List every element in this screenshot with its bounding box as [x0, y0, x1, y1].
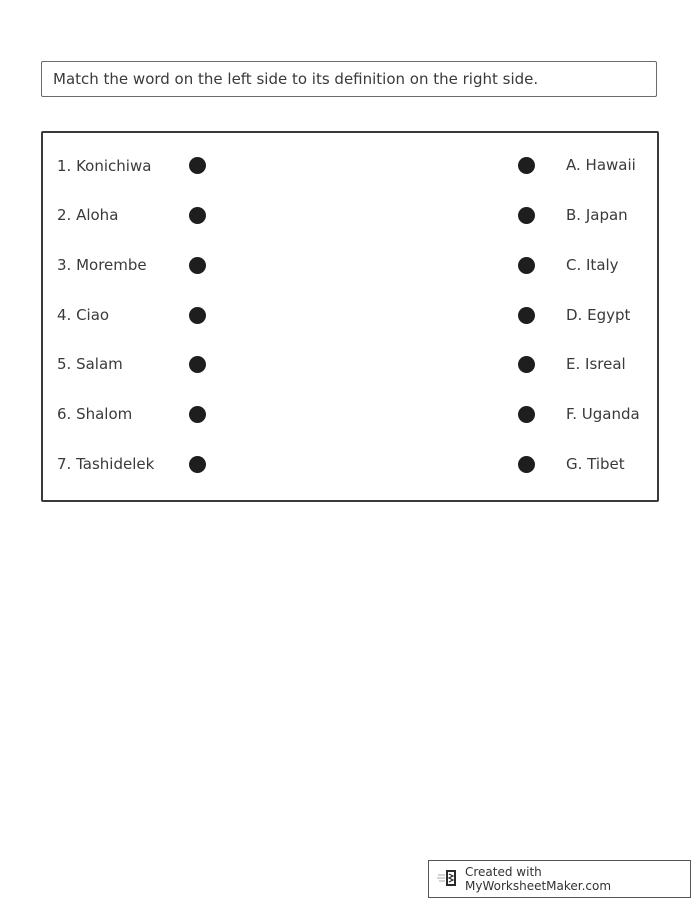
left-match-dot[interactable]: [189, 406, 206, 423]
matching-exercise-box: [41, 131, 659, 502]
left-item-label: 1. Konichiwa: [57, 157, 152, 175]
footer-credit[interactable]: [428, 860, 691, 898]
instructions-box: [41, 61, 657, 97]
left-item-label: 2. Aloha: [57, 206, 119, 224]
left-item-label: 3. Morembe: [57, 256, 147, 274]
right-match-dot[interactable]: [518, 307, 535, 324]
left-item-label: 6. Shalom: [57, 405, 133, 423]
right-item-label: A. Hawaii: [566, 156, 636, 174]
right-item-label: D. Egypt: [566, 306, 631, 324]
left-match-dot[interactable]: [189, 257, 206, 274]
left-match-dot[interactable]: [189, 456, 206, 473]
right-match-dot[interactable]: [518, 456, 535, 473]
footer-text: Created with MyWorksheetMaker.com: [465, 865, 612, 893]
right-item-label: B. Japan: [566, 206, 628, 224]
left-match-dot[interactable]: [189, 157, 206, 174]
left-match-dot[interactable]: [189, 356, 206, 373]
right-item-label: F. Uganda: [566, 405, 640, 423]
left-item-label: 4. Ciao: [57, 306, 110, 324]
left-match-dot[interactable]: [189, 307, 206, 324]
right-match-dot[interactable]: [518, 356, 535, 373]
right-match-dot[interactable]: [518, 257, 535, 274]
right-item-label: G. Tibet: [566, 455, 625, 473]
left-item-label: 5. Salam: [57, 355, 123, 373]
worksheet-maker-logo-icon: [437, 868, 465, 891]
left-item-label: 7. Tashidelek: [57, 455, 155, 473]
right-item-label: E. Isreal: [566, 355, 626, 373]
right-match-dot[interactable]: [518, 207, 535, 224]
right-match-dot[interactable]: [518, 157, 535, 174]
right-match-dot[interactable]: [518, 406, 535, 423]
right-item-label: C. Italy: [566, 256, 619, 274]
left-match-dot[interactable]: [189, 207, 206, 224]
instructions-text: Match the word on the left side to its definition on the right side.: [53, 70, 539, 88]
